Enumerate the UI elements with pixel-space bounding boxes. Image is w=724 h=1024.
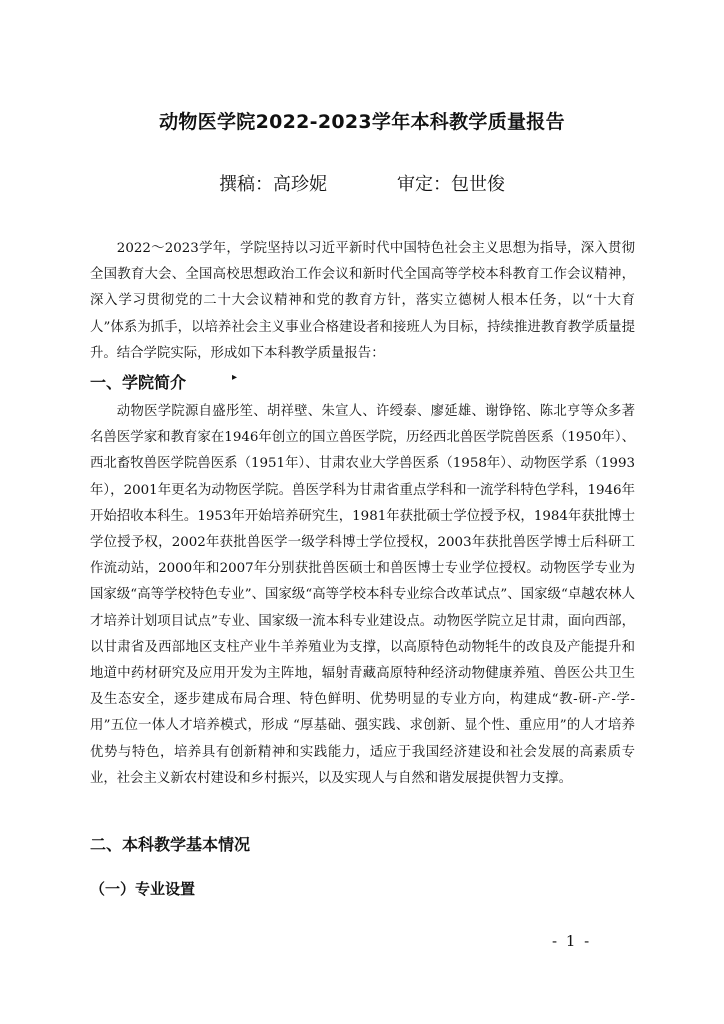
- subsection-heading-majors: （一）专业设置: [90, 880, 196, 898]
- college-intro-paragraph: 动物医学院源自盛彤笙、胡祥壁、朱宣人、许绶泰、廖延雄、谢铮铭、陈北亨等众多著名兽医学家和教育家在1946年创立的国立兽医学院，历经西北兽医学院兽医系（1950年）、西北畜牧兽医学院兽医系（1951年）、甘肃农业大学兽医系（1958年）、动物医学系（1993年），2001年更名为动物医学院。兽医学科为甘肃省重点学科和一流学科特色学科，1946年开始招收本科生。1953年开始培养研究生，1981年获批硕士学位授予权，1984年获批博士学位授予权，2002年获批兽医学一级学科博士学位授权，2003年获批兽医学博士后科研工作流动站，2000年和2007年分别获批兽医硕士和兽医博士专业学位授权。动物医学专业为国家级“高等学校特色专业”、国家级“高等学校本科专业综合改革试点”、国家级“卓越农林人才培养计划项目试点”专业、国家级一流本科专业建设点。动物医学院立足甘肃，面向西部，以甘肃省及西部地区支柱产业牛羊养殖业为支撑，以高原特色动物牦牛的改良及产能提升和地道中药材研究及应用开发为主阵地，辐射青藏高原特种经济动物健康养殖、兽医公共卫生及生态安全，逐步建成布局合理、特色鲜明、优势明显的专业方向，构建成“教-研-产-学-用”五位一体人才培养模式，形成 “厚基础、强实践、求创新、显个性、重应用”的人才培养优势与特色，培养具有创新精神和实践能力，适应于我国经济建设和社会发展的高素质专业，社会主义新农村建设和乡村振兴，以及实现人与自然和谐发展提供智力支撑。: [90, 404, 635, 786]
- writer-credit: 撰稿：高珍妮: [219, 174, 327, 195]
- document-title: 动物医学院2022-2023学年本科教学质量报告: [159, 110, 565, 133]
- mouse-cursor-icon: ▸: [232, 372, 238, 383]
- section-heading-college-intro: 一、学院简介: [90, 373, 187, 392]
- intro-paragraph: 2022～2023学年，学院坚持以习近平新时代中国特色社会主义思想为指导，深入贯彻全国教育大会、全国高校思想政治工作会议和新时代全国高等学校本科教育工作会议精神，深入学习贯彻党的二十大会议精神和党的教育方针，落实立德树人根本任务，以“十大育人”体系为抓手，以培养社会主义事业合格建设者和接班人为目标，持续推进教育教学质量提升。结合学院实际，形成如下本科教学质量报告：: [90, 241, 635, 361]
- section-heading-teaching-basics: 二、本科教学基本情况: [90, 835, 251, 854]
- reviewer-credit: 审定：包世俊: [397, 174, 505, 195]
- author-line: [0, 170, 724, 196]
- page-number: - 1 -: [552, 932, 592, 950]
